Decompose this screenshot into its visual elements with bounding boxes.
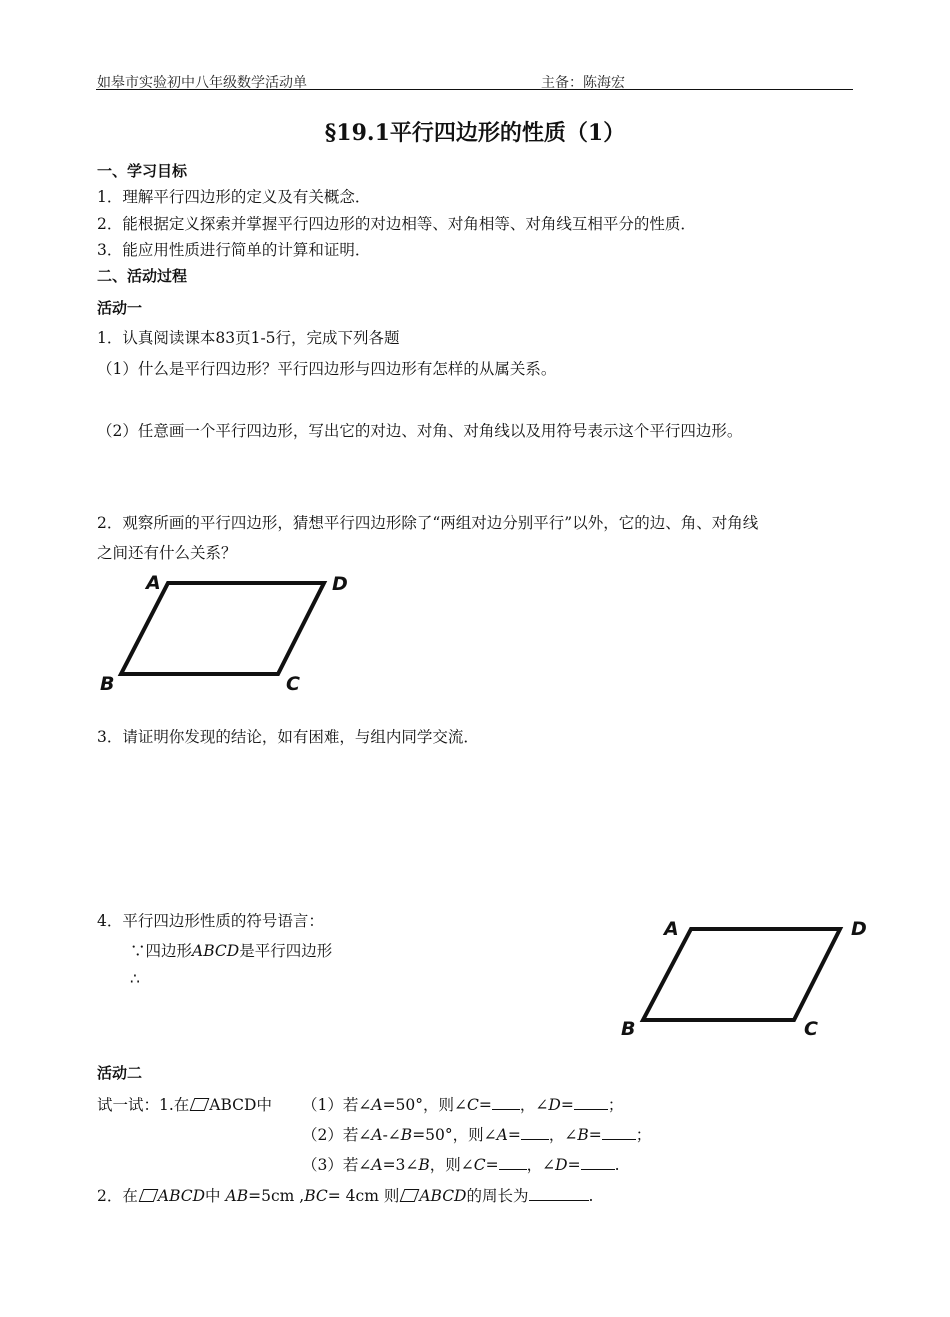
question-2-line2: 之间还有什么关系？ (97, 544, 237, 562)
vertex-label-d: D (332, 573, 348, 595)
because-statement: ∵四边形ABCD是平行四边形 (130, 942, 333, 960)
parallelogram-figure-1 (96, 572, 356, 697)
answer-blank[interactable] (499, 1155, 527, 1170)
activity2-heading: 活动二 (97, 1064, 143, 1082)
problem-2: （2）若∠A-∠B=50°，则∠A= ，∠B= ； (302, 1126, 652, 1144)
answer-blank[interactable] (492, 1095, 520, 1110)
answer-blank[interactable] (521, 1125, 549, 1140)
question-2-line1: 2．观察所画的平行四边形，猜想平行四边形除了“两组对边分别平行”以外，它的边、角、对角线 (97, 514, 759, 532)
question-1-2: （2）任意画一个平行四边形，写出它的对边、对角、对角线以及用符号表示这个平行四边形。 (97, 422, 743, 440)
vertex-label-d: D (851, 918, 867, 940)
problem-3: （3）若∠A=3∠B，则∠C= ，∠D= . (302, 1156, 620, 1174)
parallelogram-symbol-icon (190, 1098, 210, 1111)
answer-blank[interactable] (574, 1095, 608, 1110)
parallelogram-figure-2 (618, 912, 888, 1040)
parallelogram-symbol-icon (139, 1189, 159, 1202)
vertex-label-c: C (804, 1018, 818, 1040)
answer-blank[interactable] (581, 1155, 615, 1170)
answer-blank[interactable] (529, 1186, 589, 1201)
question-3: 3．请证明你发现的结论，如有困难，与组内同学交流． (97, 728, 479, 746)
page-title: §19.1平行四边形的性质（1） (324, 120, 626, 146)
parallelogram-shape (121, 583, 324, 674)
question-4: 4．平行四边形性质的符号语言： (97, 912, 324, 930)
goal-item: 3．能应用性质进行简单的计算和证明． (97, 241, 371, 259)
parallelogram-symbol-icon (400, 1189, 420, 1202)
header-school: 如皋市实验初中八年级数学活动单 (97, 75, 307, 91)
problem-perimeter: 2．在 ABCD中 AB=5cm ,BC= 4cm 则 ABCD的周长为 . (97, 1187, 594, 1205)
process-heading: 二、活动过程 (97, 267, 188, 285)
header-author: 主备：陈海宏 (541, 75, 625, 91)
question-1-1: （1）什么是平行四边形？平行四边形与四边形有怎样的从属关系。 (97, 360, 557, 378)
therefore-symbol: ∴ (130, 970, 140, 988)
problem-1: （1）若∠A=50°，则∠C= ，∠D= ； (302, 1096, 624, 1114)
vertex-label-c: C (286, 673, 300, 695)
answer-blank[interactable] (602, 1125, 636, 1140)
vertex-label-b: B (621, 1018, 636, 1040)
vertex-label-a: A (146, 572, 161, 594)
goal-item: 1．理解平行四边形的定义及有关概念． (97, 188, 371, 206)
question-1: 1．认真阅读课本83页1-5行，完成下列各题 (97, 329, 400, 347)
vertex-label-b: B (100, 673, 115, 695)
goal-item: 2．能根据定义探索并掌握平行四边形的对边相等、对角相等、对角线互相平分的性质． (97, 215, 696, 233)
goals-heading: 一、学习目标 (97, 162, 188, 180)
header-rule (96, 89, 853, 90)
activity1-heading: 活动一 (97, 299, 143, 317)
try-intro: 试一试：1.在 ABCD中 (97, 1096, 272, 1114)
parallelogram-shape (643, 929, 840, 1020)
vertex-label-a: A (664, 918, 679, 940)
